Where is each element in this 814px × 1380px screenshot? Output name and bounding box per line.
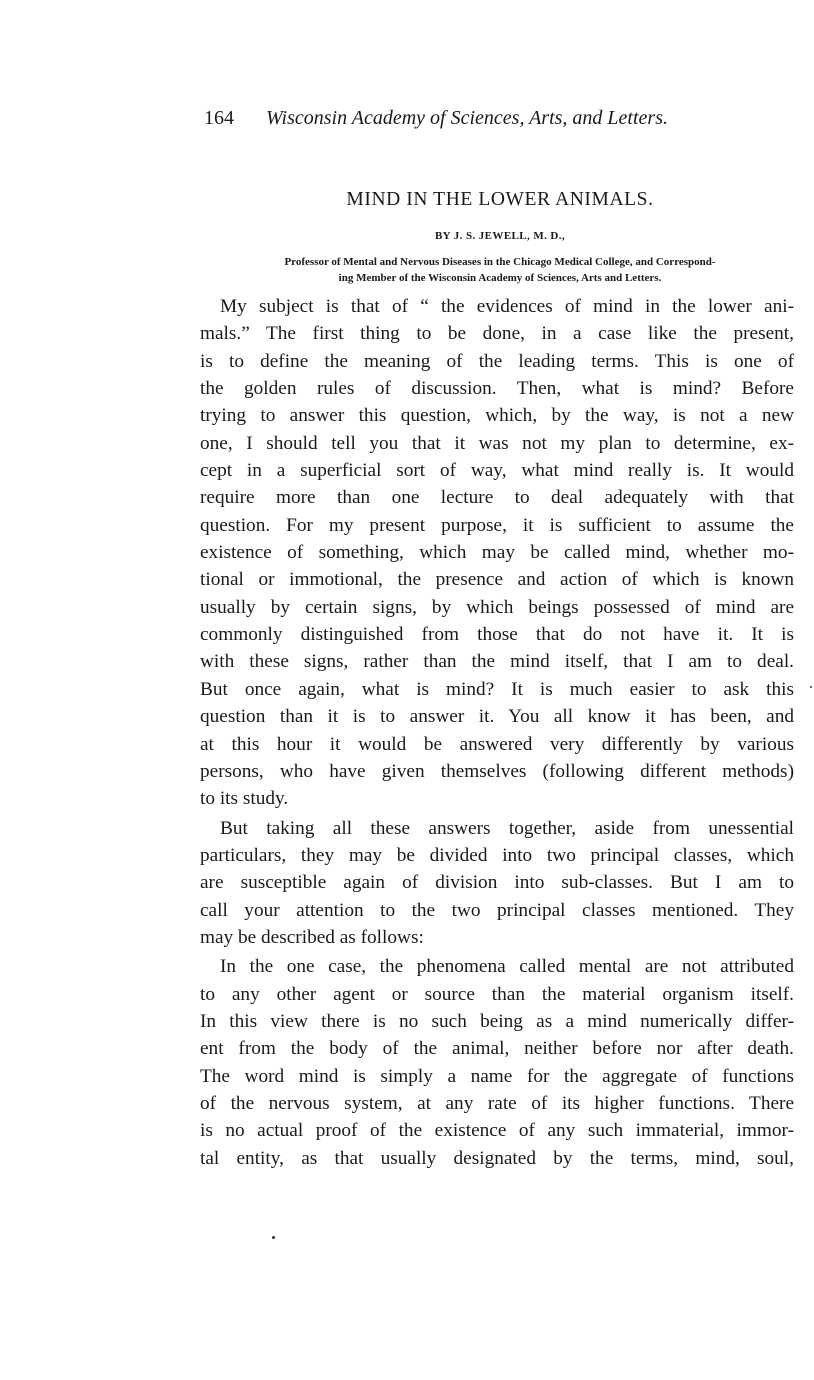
text-line: usually by certain signs, by which beings possessed of mind are: [200, 596, 794, 618]
text-line: In this view there is no such being as a mind numerically differ-: [200, 1010, 794, 1032]
running-head: [204, 104, 734, 132]
article-body: [200, 293, 794, 1172]
text-line: with these signs, rather than the mind itself, that I am to deal.: [200, 651, 794, 673]
text-line: persons, who have given themselves (following different methods): [200, 760, 794, 782]
text-line: the golden rules of discussion. Then, what is mind? Before: [200, 378, 794, 400]
text-line: to its study.: [200, 788, 289, 810]
text-line: ent from the body of the animal, neither before nor after death.: [200, 1038, 794, 1060]
text-line: at this hour it would be answered very differently by various: [200, 733, 794, 755]
text-line: commonly distinguished from those that do not have it. It is: [200, 624, 794, 646]
text-line: The word mind is simply a name for the aggregate of functions: [200, 1065, 794, 1087]
text-line: is to define the meaning of the leading terms. This is one of: [200, 350, 794, 372]
author-byline: BY J. S. JEWELL, M. D.,: [434, 230, 566, 242]
text-line: are susceptible again of division into sub-classes. But I am to: [200, 872, 794, 894]
journal-title: Wisconsin Academy of Sciences, Arts, and Letters.: [266, 107, 668, 129]
text-line: particulars, they may be divided into two principal classes, which: [200, 844, 794, 866]
text-line: may be described as follows:: [200, 926, 424, 948]
ink-speck: [272, 1236, 275, 1239]
text-line: question. For my present purpose, it is sufficient to assume the: [200, 514, 794, 536]
text-line: is no actual proof of the existence of any such immaterial, immor-: [200, 1120, 794, 1142]
text-line: to any other agent or source than the material organism itself.: [200, 983, 794, 1005]
affiliation-line: ing Member of the Wisconsin Academy of Sciences, Arts and Letters.: [338, 272, 662, 284]
author-affiliation: [200, 254, 800, 286]
text-line: In the one case, the phenomena called mental are not attributed: [220, 956, 794, 978]
text-line: question than it is to answer it. You all know it has been, and: [200, 706, 794, 728]
paragraph-3: [200, 953, 794, 1172]
text-line: tal entity, as that usually designated by the terms, mind, soul,: [200, 1147, 794, 1169]
text-line: But once again, what is mind? It is much easier to ask this: [200, 678, 794, 700]
page-number: 164: [204, 107, 234, 129]
text-line: mals.” The first thing to be done, in a case like the present,: [200, 323, 794, 345]
text-line: tional or immotional, the presence and action of which is known: [200, 569, 794, 591]
article-title: MIND IN THE LOWER ANIMALS.: [346, 189, 654, 210]
paragraph-1: [200, 293, 794, 813]
text-line: cept in a superficial sort of way, what mind really is. It would: [200, 460, 794, 482]
text-line: one, I should tell you that it was not my plan to determine, ex-: [200, 432, 794, 454]
text-line: But taking all these answers together, aside from unessential: [220, 817, 794, 839]
text-line: My subject is that of “ the evidences of mind in the lower ani-: [220, 296, 794, 317]
ink-speck: [810, 686, 812, 688]
paragraph-2: [200, 815, 794, 952]
affiliation-line: Professor of Mental and Nervous Diseases in the Chicago Medical College, and Correspond-: [284, 256, 716, 268]
text-line: existence of something, which may be called mind, whether mo-: [200, 542, 794, 564]
text-line: call your attention to the two principal classes mentioned. They: [200, 899, 794, 921]
text-line: require more than one lecture to deal adequately with that: [200, 487, 794, 509]
text-line: trying to answer this question, which, by the way, is not a new: [200, 405, 794, 427]
text-line: of the nervous system, at any rate of its higher functions. There: [200, 1092, 794, 1114]
